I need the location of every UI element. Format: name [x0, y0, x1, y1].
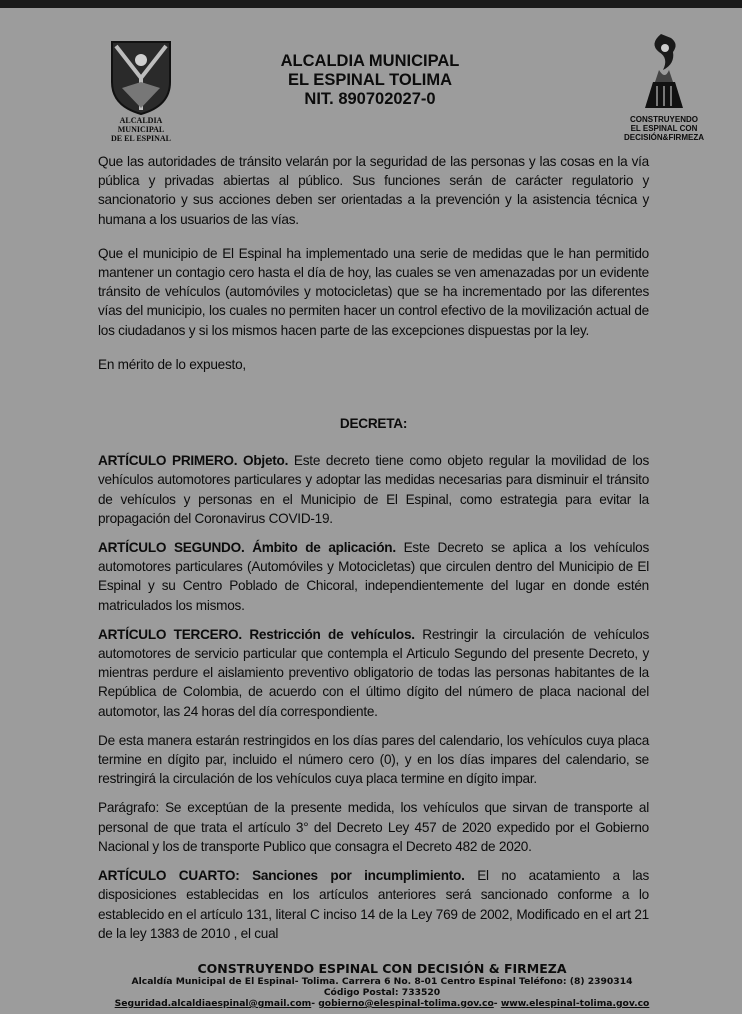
article-text: Este Decreto se aplica a los vehículos automotores particulares (Automóviles y Motocicletas) que circulen dentro del Municipio de El Espinal y su Centro Poblado de Chicoral, independientemente del lugar en donde estén matriculados los mismos.: [98, 540, 649, 613]
separator: -: [311, 997, 319, 1009]
website-link[interactable]: www.elespinal-tolima.gov.co: [500, 997, 650, 1009]
document-header-title: [240, 52, 500, 109]
paragraph: Que las autoridades de tránsito velarán por la seguridad de las personas y las cosas en la vía pública y privadas abiertas al público. Sus funciones serán de carácter regulatorio y sancionatorio y sus acciones deben ser orientadas a la prevención y la asistencia técnica y humana a los usuarios de las vías.: [98, 154, 649, 227]
document-footer: [92, 961, 672, 1010]
crest-shield-icon: [108, 38, 174, 116]
figure-logo-icon: [639, 30, 689, 110]
footer-address: Alcaldía Municipal de El Espinal- Tolima. Carrera 6 No. 8-01 Centro Espinal Teléfono: (8) 2390314: [131, 975, 633, 987]
footer-contacts: [92, 998, 672, 1010]
footer-postal-code: Código Postal: 733520: [323, 986, 441, 998]
paragrafo: Parágrafo: Se exceptúan de la presente medida, los vehículos que sirvan de transporte al personal de que trata el artículo 3° del Decreto Ley 457 de 2020 expedido por el Gobierno Nacional y los de transporte Publico que consagra el Decreto 482 de 2020.: [98, 800, 649, 854]
article-second: [98, 538, 649, 615]
crest-caption-line: DE EL ESPINAL: [110, 134, 172, 143]
paragraph: En mérito de lo expuesto,: [98, 356, 246, 372]
logo-caption-line: DECISIÓN&FIRMEZA: [624, 133, 704, 142]
header-line: NIT. 890702027-0: [304, 90, 436, 108]
crest-caption-line: ALCALDIA MUNICIPAL: [117, 116, 165, 134]
email-link-security[interactable]: Seguridad.alcaldiaespinal@gmail.com: [114, 997, 312, 1009]
logo-caption-line: EL ESPINAL CON: [630, 124, 698, 133]
top-border: [0, 0, 742, 8]
slogan-logo: [618, 30, 710, 142]
email-link-government[interactable]: gobierno@elespinal-tolima.gov.co: [318, 997, 494, 1009]
article-text: Este decreto tiene como objeto regular la movilidad de los vehículos automotores particulares y adoptar las medidas necesarias para disminuir el tránsito de vehículos y personas en el Municipio de El Espinal, como estrategia para evitar la propagación del Coronavirus COVID-19.: [98, 453, 649, 526]
article-title: ARTÍCULO TERCERO. Restricción de vehículos.: [98, 626, 415, 642]
separator: -: [493, 997, 501, 1009]
article-third: [98, 625, 649, 721]
article-text: Restringir la circulación de vehículos automotores de servicio particular que contempla el Articulo Segundo del presente Decreto, y mientras perdure el aislamiento preventivo obligatorio de todas las personas habitantes de la República de Colombia, de acuerdo con el último dígito del número de placa nacional del automotor, las 24 horas del día correspondiente.: [98, 626, 649, 719]
paragraph: Que el municipio de El Espinal ha implementado una serie de medidas que le han permitido mantener un contagio cero hasta el día de hoy, las cuales se ven amenazadas por un evidente tránsito de vehículos (automóviles y motocicletas) que se ha incrementado por las diferentes vías del municipio, los cuales no permiten hacer un control efectivo de la movilización actual de los ciudadanos y si los mismos hacen parte de las excepciones dispuestas por la ley.: [98, 245, 649, 338]
paragraph: De esta manera estarán restringidos en los días pares del calendario, los vehículos cuya placa termine en dígito par, incluido el número cero (0), y en los días impares del calendario, se restringirá la circulación de los vehículos cuya placa termine en dígito impar.: [98, 732, 649, 787]
document-body: [98, 152, 649, 943]
municipal-crest-logo: [100, 38, 182, 143]
article-title: ARTÍCULO CUARTO: Sanciones por incumplimiento.: [98, 868, 465, 884]
header-line: EL ESPINAL TOLIMA: [287, 71, 453, 89]
header-line: ALCALDIA MUNICIPAL: [280, 52, 460, 70]
article-title: ARTÍCULO SEGUNDO. Ámbito de aplicación.: [98, 540, 396, 556]
article-title: ARTÍCULO PRIMERO. Objeto.: [98, 453, 289, 469]
article-first: [98, 451, 649, 528]
logo-caption-line: CONSTRUYENDO: [629, 115, 698, 124]
article-fourth: [98, 866, 649, 943]
decreta-heading: DECRETA:: [339, 416, 408, 432]
footer-slogan: CONSTRUYENDO ESPINAL CON DECISIÓN & FIRMEZA: [197, 960, 567, 976]
article-text: El no acatamiento a las disposiciones establecidas en los artículos anteriores será sancionado conforme a lo establecido en el artículo 131, literal C inciso 14 de la Ley 769 de 2002, Modificado en el art 21 de la ley 1383 de 2010 , el cual: [98, 868, 650, 941]
